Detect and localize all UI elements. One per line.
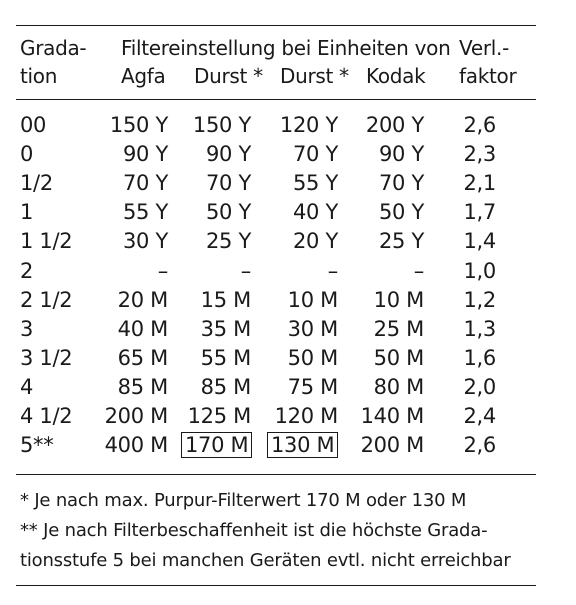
cell-agfa: 30 Y	[122, 229, 168, 254]
cell-kodak: 70 Y	[378, 171, 424, 196]
cell-kodak: 25 M	[373, 316, 424, 341]
cell-kodak: 90 Y	[378, 142, 424, 167]
header-gradation-line1: Grada-	[20, 36, 87, 60]
header-rule	[16, 99, 536, 100]
cell-kodak: 50 Y	[378, 200, 424, 225]
cell-durst-2: 50 M	[287, 345, 338, 370]
cell-factor: 1,7	[463, 200, 496, 225]
cell-kodak: 10 M	[373, 287, 424, 312]
cell-agfa: 200 M	[104, 404, 168, 428]
cell-durst-1: 55 M	[200, 345, 251, 370]
cell-agfa: 40 M	[117, 316, 168, 341]
cell-durst-2: –	[327, 258, 338, 283]
table-bottom-rule	[16, 474, 536, 475]
cell-kodak: 200 Y	[365, 113, 424, 137]
bottom-rule	[16, 585, 536, 586]
cell-kodak: 140 M	[360, 404, 424, 428]
cell-agfa: 65 M	[117, 345, 168, 370]
cell-durst-2: 75 M	[287, 374, 338, 399]
cell-kodak: 200 M	[360, 433, 424, 458]
cell-factor: 2,1	[463, 171, 496, 196]
header-brand-agfa: Agfa	[121, 64, 166, 88]
cell-durst-2: 130 M	[268, 433, 337, 457]
cell-agfa: 20 M	[117, 287, 168, 312]
header-brand-durst-2: Durst *	[280, 64, 349, 88]
cell-durst-2: 20 Y	[292, 229, 338, 254]
header-factor-line2: faktor	[459, 64, 517, 88]
cell-durst-1: 150 Y	[192, 113, 251, 137]
cell-durst-1: 70 Y	[205, 171, 251, 196]
cell-factor: 1,6	[463, 345, 496, 370]
cell-factor: 2,6	[463, 113, 496, 137]
cell-agfa: 90 Y	[122, 142, 168, 167]
cell-gradation: 0	[20, 142, 34, 167]
cell-durst-2: 30 M	[287, 316, 338, 341]
cell-gradation: 4	[20, 374, 34, 399]
cell-factor: 1,3	[463, 316, 496, 341]
cell-gradation: 5**	[20, 433, 54, 458]
cell-durst-1: 35 M	[200, 316, 251, 341]
cell-factor: 2,6	[463, 433, 496, 458]
cell-factor: 1,2	[463, 287, 496, 312]
cell-gradation: 4 1/2	[20, 404, 73, 428]
cell-gradation: 1 1/2	[20, 229, 73, 254]
cell-factor: 2,4	[463, 404, 496, 428]
cell-kodak: 80 M	[373, 374, 424, 399]
cell-agfa: 85 M	[117, 374, 168, 399]
footnote-1: * Je nach max. Purpur-Filterwert 170 M oder 130 M	[20, 490, 467, 511]
cell-durst-1: 50 Y	[205, 200, 251, 225]
cell-durst-2: 55 Y	[292, 171, 338, 196]
cell-agfa: 70 Y	[122, 171, 168, 196]
cell-agfa: 150 Y	[109, 113, 168, 137]
cell-gradation: 1/2	[20, 171, 53, 196]
footnote-3: tionsstufe 5 bei manchen Geräten evtl. nicht erreichbar	[20, 550, 511, 571]
cell-factor: 2,3	[463, 142, 496, 167]
cell-factor: 1,0	[463, 258, 496, 283]
cell-agfa: –	[157, 258, 168, 283]
header-gradation-line2: tion	[20, 64, 58, 88]
cell-durst-1: 15 M	[200, 287, 251, 312]
cell-agfa: 55 Y	[122, 200, 168, 225]
cell-gradation: 00	[20, 113, 47, 137]
header-brand-kodak: Kodak	[366, 64, 426, 88]
top-rule	[16, 25, 536, 26]
cell-durst-2: 70 Y	[292, 142, 338, 167]
cell-durst-2: 10 M	[287, 287, 338, 312]
header-filter-title: Filtereinstellung bei Einheiten von	[121, 36, 451, 60]
cell-kodak: 50 M	[373, 345, 424, 370]
cell-gradation: 3 1/2	[20, 345, 73, 370]
cell-agfa: 400 M	[104, 433, 168, 458]
cell-durst-2: 40 Y	[292, 200, 338, 225]
cell-durst-1: –	[240, 258, 251, 283]
cell-durst-1: 25 Y	[205, 229, 251, 254]
cell-durst-2: 120 M	[274, 404, 338, 428]
cell-durst-1: 170 M	[182, 433, 251, 457]
cell-gradation: 2	[20, 258, 34, 283]
cell-gradation: 2 1/2	[20, 287, 73, 312]
cell-durst-2: 120 Y	[279, 113, 338, 137]
header-brand-durst-1: Durst *	[194, 64, 263, 88]
cell-factor: 1,4	[463, 229, 496, 254]
cell-durst-1: 85 M	[200, 374, 251, 399]
header-factor-line1: Verl.-	[459, 36, 509, 60]
cell-durst-1: 90 Y	[205, 142, 251, 167]
cell-gradation: 3	[20, 316, 34, 341]
cell-factor: 2,0	[463, 374, 496, 399]
cell-kodak: –	[413, 258, 424, 283]
footnote-2: ** Je nach Filterbeschaffenheit ist die höchste Grada-	[20, 520, 488, 541]
cell-durst-1: 125 M	[187, 404, 251, 428]
cell-gradation: 1	[20, 200, 34, 225]
cell-kodak: 25 Y	[378, 229, 424, 254]
